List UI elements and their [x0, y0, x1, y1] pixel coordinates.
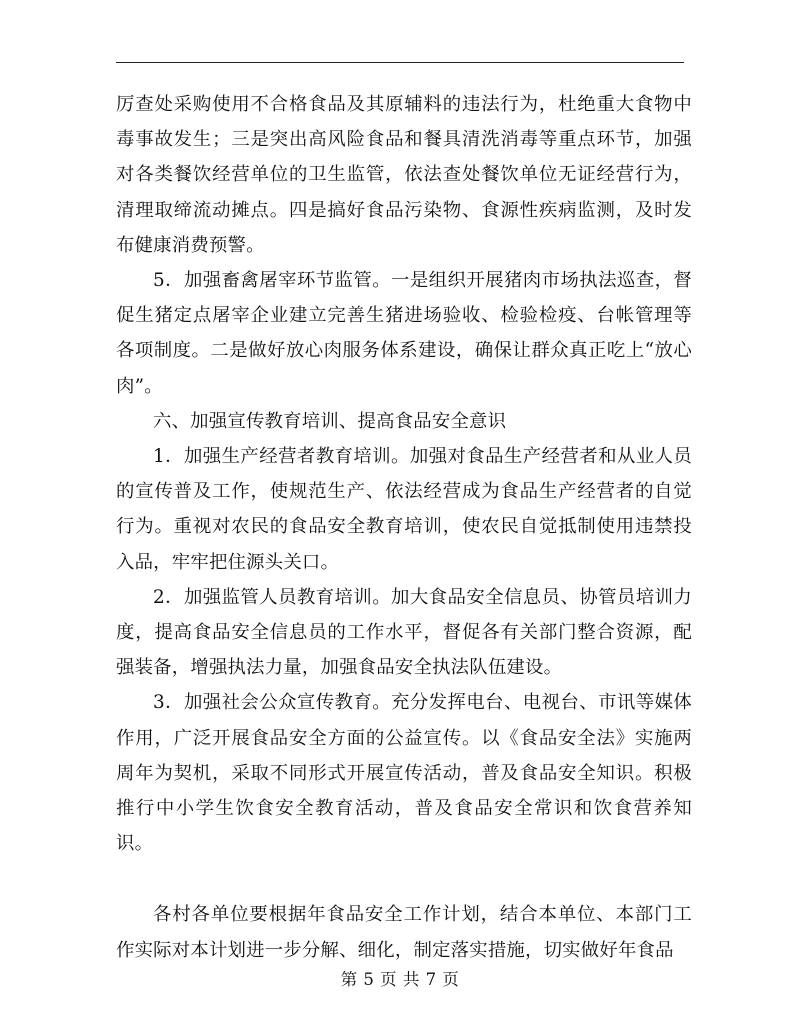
- header-rule: [116, 62, 684, 63]
- page-footer: [0, 966, 800, 990]
- paragraph-item-2: 2．加强监管人员教育培训。加大食品安全信息员、协管员培训力度，提高食品安全信息员的工作水平，督促各有关部门整合资源，配强装备，增强执法力量，加强食品安全执法队伍建设。: [116, 586, 692, 679]
- paragraph-item-1: 1．加强生产经营者教育培训。加强对食品生产经营者和从业人员的宣传普及工作，使规范生产、依法经营成为食品生产经营者的自觉行为。重视对农民的食品安全教育培训，使农民自觉抵制使用违禁投入品，牢牢把住源头关口。: [116, 446, 692, 573]
- document-body: [116, 87, 692, 968]
- section-heading: 六、加强宣传教育培训、提高食品安全意识: [153, 410, 507, 432]
- page-number: 第 5 页 共 7 页: [340, 970, 460, 989]
- paragraph-item-5: 5．加强畜禽屠宰环节监管。一是组织开展猪肉市场执法巡查，督促生猪定点屠宰企业建立完善生猪进场验收、检验检疫、台帐管理等各项制度。二是做好放心肉服务体系建设，确保让群众真正吃上“放心肉”。: [116, 270, 692, 397]
- paragraph-item-3: 3．加强社会公众宣传教育。充分发挥电台、电视台、市讯等媒体作用，广泛开展食品安全方面的公益宣传。以《食品安全法》实施两周年为契机，采取不同形式开展宣传活动，普及食品安全知识。积极推行中小学生饮食安全教育活动，普及食品安全常识和饮食营养知识。: [116, 692, 692, 855]
- paragraph-closing: 各村各单位要根据年食品安全工作计划，结合本单位、本部门工作实际对本计划进一步分解、细化，制定落实措施，切实做好年食品: [116, 904, 692, 961]
- paragraph-continued: 厉查处采购使用不合格食品及其原辅料的违法行为，杜绝重大食物中毒事故发生；三是突出高风险食品和餐具清洗消毒等重点环节，加强对各类餐饮经营单位的卫生监管，依法查处餐饮单位无证经营行为，清理取缔流动摊点。四是搞好食品污染物、食源性疾病监测，及时发布健康消费预警。: [116, 94, 692, 256]
